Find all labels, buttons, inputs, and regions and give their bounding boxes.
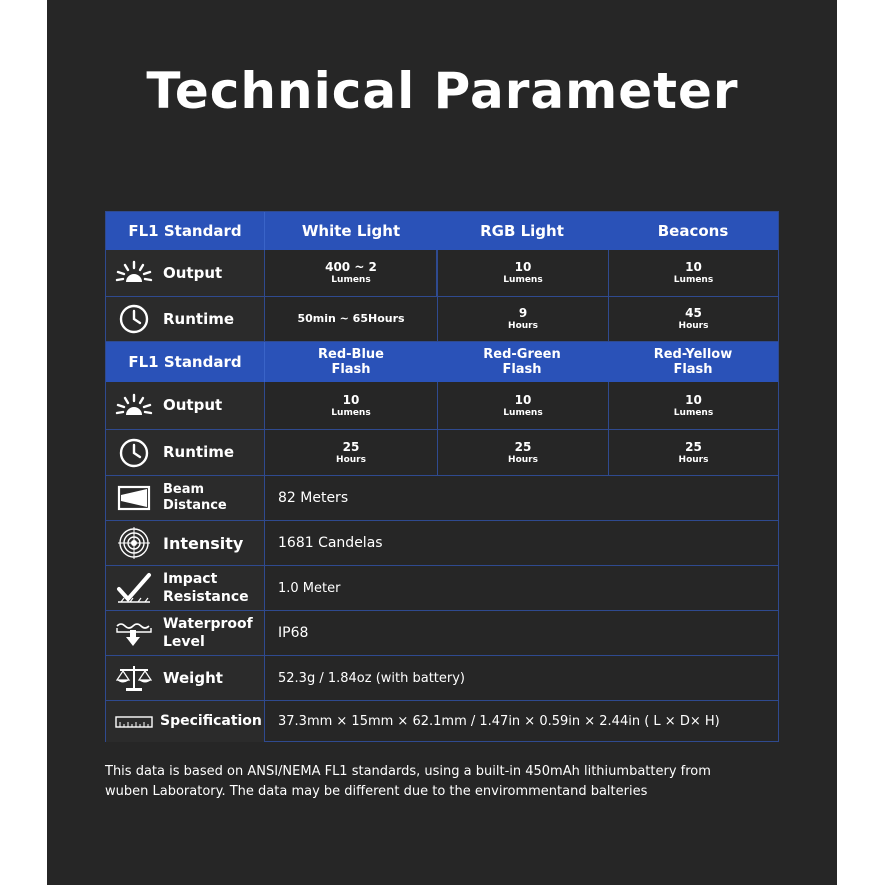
- row-label-cell: [106, 656, 265, 700]
- row-label: Intensity: [163, 533, 244, 553]
- row-label-cell: [106, 430, 265, 475]
- row-label: [163, 615, 253, 651]
- row-label-line: Beam: [163, 482, 205, 497]
- table-row: [106, 566, 778, 611]
- value-cell: [608, 297, 778, 341]
- value: 1681 Candelas: [278, 535, 383, 551]
- ruler-icon: [114, 705, 154, 739]
- table-row: [106, 521, 778, 566]
- row-label-cell: [106, 611, 265, 655]
- unit: Lumens: [331, 407, 371, 418]
- header-col: [266, 212, 436, 250]
- row-label: Runtime: [163, 443, 235, 461]
- value: 9: [518, 306, 528, 320]
- unit: Lumens: [503, 275, 543, 285]
- clock-icon: [114, 436, 154, 470]
- footnote-line: wuben Laboratory. The data may be different due to the envirommentand balteries: [105, 784, 648, 799]
- unit: Hours: [678, 454, 709, 465]
- sunburst-icon: [114, 389, 154, 423]
- value: 10: [685, 392, 702, 407]
- header-col: [437, 212, 607, 250]
- unit: Hours: [678, 321, 709, 331]
- header-col-label: Red-Yellow: [653, 347, 733, 362]
- row-label: Output: [163, 396, 223, 414]
- value: 82 Meters: [278, 490, 349, 506]
- unit: Hours: [508, 321, 538, 331]
- unit: Hours: [336, 454, 366, 465]
- value-cell: [608, 250, 778, 296]
- row-label: Output: [163, 263, 223, 282]
- row-label-line: Resistance: [163, 589, 249, 605]
- header-col-label: Flash: [502, 362, 542, 377]
- value: IP68: [278, 625, 309, 641]
- row-label: [163, 570, 249, 606]
- footnote-line: This data is based on ANSI/NEMA FL1 standards, using a built-in 450mAh lithiumbattery from: [105, 764, 711, 779]
- row-label: Specification: [160, 713, 262, 729]
- table-row: [106, 382, 778, 430]
- row-label-line: Level: [163, 634, 205, 650]
- row-label-cell: [106, 382, 265, 429]
- header-col-label: White Light: [301, 221, 401, 240]
- header-label: FL1 Standard: [128, 221, 242, 240]
- footnote: [105, 762, 785, 802]
- row-label-cell: [106, 250, 265, 296]
- table-row: [106, 297, 778, 342]
- value-cell: [437, 430, 608, 475]
- table-row: [106, 611, 778, 656]
- table-row: [106, 656, 778, 701]
- unit: Lumens: [673, 275, 714, 285]
- value-cell: [608, 382, 778, 429]
- row-label: Weight: [163, 668, 223, 687]
- header-col-label: Beacons: [657, 221, 729, 240]
- unit: Lumens: [331, 275, 371, 285]
- clock-icon: [114, 302, 154, 336]
- scale-icon: [114, 661, 154, 695]
- value: 25: [342, 439, 360, 454]
- target-icon: [114, 526, 154, 560]
- table-row: [106, 430, 778, 476]
- value: 25: [685, 439, 702, 454]
- value: 10: [342, 392, 360, 407]
- unit: Lumens: [503, 407, 543, 418]
- unit: Lumens: [673, 407, 714, 418]
- unit: Hours: [508, 454, 538, 465]
- value-cell: [266, 297, 436, 341]
- row-label-line: Distance: [163, 498, 227, 513]
- value: 25: [514, 439, 532, 454]
- row-label-cell: [106, 476, 265, 520]
- header-label: FL1 Standard: [128, 352, 242, 371]
- row-label-cell: [106, 701, 265, 742]
- header-label-cell: [106, 212, 265, 250]
- value: 10: [514, 392, 532, 407]
- value: 52.3g / 1.84oz (with battery): [278, 670, 466, 686]
- header-col: [266, 342, 436, 382]
- row-label: Runtime: [163, 309, 235, 328]
- table-row: [106, 476, 778, 521]
- value-cell: [266, 430, 436, 475]
- value: 10: [514, 260, 532, 274]
- impact-check-icon: [114, 571, 154, 605]
- table-header-row: [106, 212, 778, 250]
- value-cell: [437, 250, 608, 296]
- value-cell: [266, 382, 436, 429]
- waterproof-icon: [114, 616, 154, 650]
- header-col: [608, 342, 778, 382]
- header-col-label: Red-Blue: [318, 347, 384, 362]
- table-row: [106, 701, 778, 742]
- sunburst-icon: [114, 256, 154, 290]
- value-cell: [266, 250, 436, 296]
- value: 10: [685, 260, 702, 274]
- value: 1.0 Meter: [278, 580, 341, 596]
- spec-table: [105, 211, 779, 742]
- row-label-line: Impact: [163, 571, 218, 587]
- table-header-row: [106, 342, 778, 382]
- value: 400 ~ 2: [325, 260, 377, 274]
- beam-icon: [114, 481, 154, 515]
- row-label-line: Waterproof: [163, 616, 253, 632]
- header-col: [437, 342, 607, 382]
- header-col-label: Flash: [331, 362, 371, 377]
- value: 37.3mm × 15mm × 62.1mm / 1.47in × 0.59in × 2.44in ( L × D× H): [278, 714, 720, 729]
- value-cell: [437, 297, 608, 341]
- row-label-cell: [106, 297, 265, 341]
- header-col-label: RGB Light: [480, 221, 564, 240]
- header-col-label: Red-Green: [483, 347, 561, 362]
- header-col-label: Flash: [673, 362, 713, 377]
- page-title: Technical Parameter: [146, 62, 739, 120]
- row-label: [163, 482, 227, 514]
- row-label-cell: [106, 521, 265, 565]
- value-cell: [608, 430, 778, 475]
- header-label-cell: [106, 342, 265, 382]
- header-col: [608, 212, 778, 250]
- value: 50min ~ 65Hours: [297, 312, 405, 325]
- row-label-cell: [106, 566, 265, 610]
- value: 45: [685, 306, 702, 320]
- table-row: [106, 250, 778, 297]
- value-cell: [437, 382, 608, 429]
